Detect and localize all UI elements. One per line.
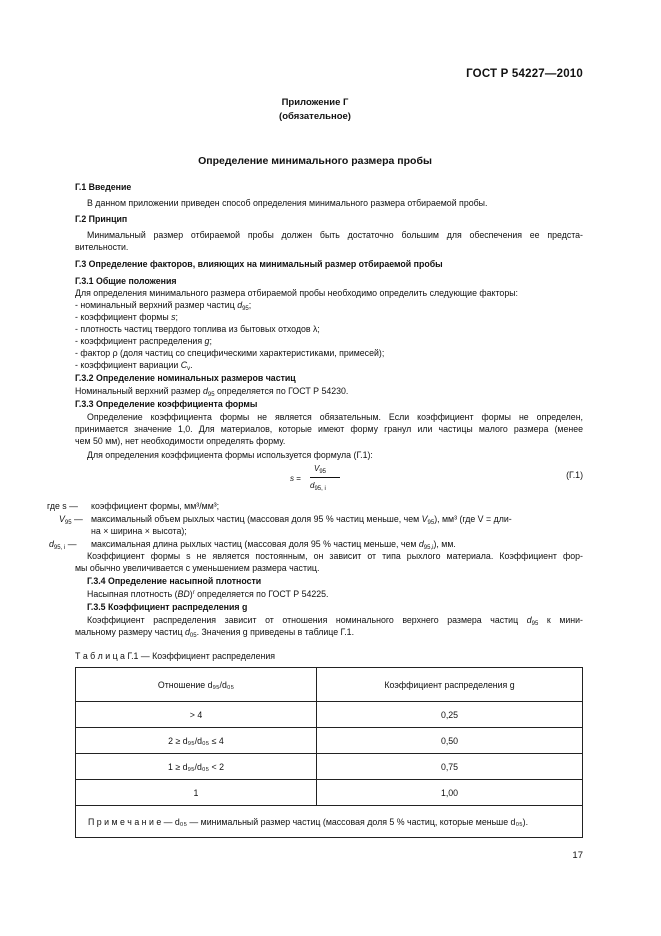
table-cell-ratio: 2 ≥ d₉₅/d₀₅ ≤ 4	[76, 728, 317, 754]
annex-status: (обязательное)	[279, 111, 351, 122]
where-v-text-cont: на × ширина × высота);	[91, 526, 187, 536]
section-g32-heading: Г.3.2 Определение номинальных размеров частиц	[75, 373, 296, 383]
where-d-lead: $d_{95, i}$ —	[49, 539, 77, 551]
section-g2-text-line1: Минимальный размер отбираемой пробы должен быть достаточно большим для обеспечения ее предста-	[87, 230, 583, 240]
table-row	[76, 728, 583, 754]
where-v-text: максимальный объем рыхлых частиц (массовая доля 95 % частиц меньше, чем $V_{95}$), мм³ (где V = дли-	[91, 514, 512, 526]
section-g34-text: Насыпная плотность (BD)$^r$ определяется по ГОСТ Р 54225.	[87, 589, 329, 599]
table-row	[76, 754, 583, 780]
table-cell-g: 0,50	[317, 728, 583, 754]
factor-item: - плотность частиц твердого топлива из бытовых отходов λ;	[75, 324, 320, 334]
section-g33-line3: чем 50 мм), нет необходимости определять форму.	[75, 436, 286, 446]
section-g1-heading: Г.1 Введение	[75, 182, 132, 192]
standard-number: ГОСТ Р 54227—2010	[466, 68, 583, 80]
table-header-ratio: Отношение d₉₅/d₀₅	[76, 668, 317, 702]
where-s-text: коэффициент формы, мм³/мм³;	[91, 501, 220, 511]
table-row	[76, 780, 583, 806]
table-cell-ratio: 1	[76, 780, 317, 806]
table-cell-g: 0,75	[317, 754, 583, 780]
section-g31-heading: Г.3.1 Общие положения	[75, 276, 177, 286]
section-g35-line1: Коэффициент распределения зависит от отношения номинального верхнего размера частиц $d_{95}$ к мини-	[87, 615, 583, 627]
factor-item: - коэффициент распределения g;	[75, 336, 212, 346]
section-g2-heading: Г.2 Принцип	[75, 214, 128, 224]
formula-g1: s = $V_{95}$ $d_{95, i}$	[290, 464, 350, 496]
factor-item: - коэффициент вариации $C_v$.	[75, 360, 193, 372]
section-g33-line4: Для определения коэффициента формы используется формула (Г.1):	[87, 450, 373, 460]
table-cell-g: 0,25	[317, 702, 583, 728]
section-g33-heading: Г.3.3 Определение коэффициента формы	[75, 399, 258, 409]
table-header-row	[76, 668, 583, 702]
section-g33-line2: принимается значение 1,0. Для материалов, которые имеют форму гранул или частицы малого размера (менее	[75, 424, 583, 434]
annex-title: Приложение Г	[281, 97, 349, 108]
annex-heading	[0, 96, 630, 124]
table-note: П р и м е ч а н и е — d₀₅ — минимальный размер частиц (массовая доля 5 % частиц, которые меньше d₀₅).	[76, 806, 583, 838]
table-cell-ratio: 1 ≥ d₉₅/d₀₅ < 2	[76, 754, 317, 780]
where-d-text: максимальная длина рыхлых частиц (массовая доля 95 % частиц меньше, чем $d_{95,i}$), мм.	[91, 539, 456, 551]
where-s-lead: где s —	[47, 501, 78, 511]
section-g33-line1: Определение коэффициента формы не является обязательным. Если коэффициент формы не определен,	[87, 412, 583, 422]
section-g35-line2: мальному размеру частиц $d_{05}$. Значения g приведены в таблице Г.1.	[75, 627, 355, 639]
section-g34-heading: Г.3.4 Определение насыпной плотности	[87, 576, 262, 586]
section-g33-line6: мы обычно увеличивается с уменьшением размера частиц.	[75, 563, 320, 573]
table-header-coefficient: Коэффициент распределения g	[317, 668, 583, 702]
table-row	[76, 702, 583, 728]
section-g35-heading: Г.3.5 Коэффициент распределения g	[87, 602, 248, 612]
section-g2-text-line2: вительности.	[75, 242, 129, 252]
table-cell-ratio: > 4	[76, 702, 317, 728]
factor-item: - коэффициент формы s;	[75, 312, 178, 322]
table-caption: Т а б л и ц а Г.1 — Коэффициент распределения	[75, 651, 276, 661]
section-g32-text: Номинальный верхний размер $d_{95}$ определяется по ГОСТ Р 54230.	[75, 386, 349, 398]
section-g33-line5: Коэффициент формы s не является постоянным, он зависит от типа рыхлого материала. Коэффициент фор-	[87, 551, 583, 561]
page-title: Определение минимального размера пробы	[198, 155, 432, 167]
distribution-table	[75, 667, 583, 838]
section-g1-text: В данном приложении приведен способ определения минимального размера отбираемой пробы.	[87, 198, 488, 208]
section-g3-heading: Г.3 Определение факторов, влияющих на минимальный размер отбираемой пробы	[75, 259, 443, 269]
table-note-row	[76, 806, 583, 838]
formula-number: (Г.1)	[566, 470, 583, 480]
page-number: 17	[572, 850, 583, 861]
factor-item: - номинальный верхний размер частиц $d_{95}$;	[75, 300, 252, 312]
factors-intro: Для определения минимального размера отбираемой пробы необходимо определить следующие факторы:	[75, 288, 518, 298]
factor-item: - фактор ρ (доля частиц со специфическими характеристиками, примесей);	[75, 348, 385, 358]
table-cell-g: 1,00	[317, 780, 583, 806]
where-v-lead: $V_{95}$ —	[59, 514, 83, 526]
